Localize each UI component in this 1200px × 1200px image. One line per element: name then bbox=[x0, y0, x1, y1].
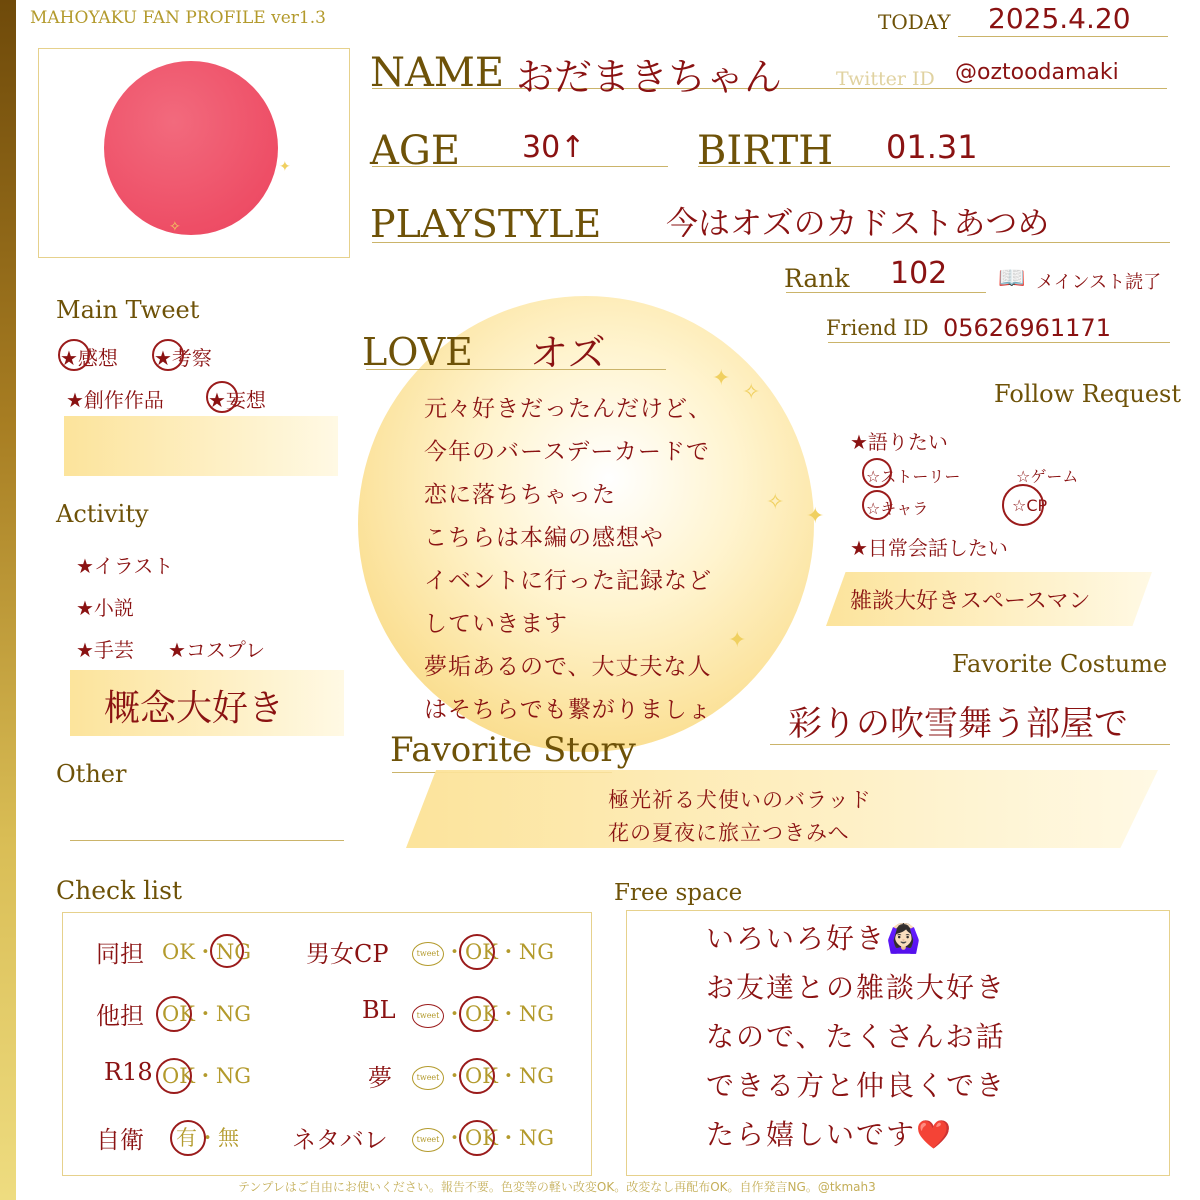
favorite-costume-label: Favorite Costume bbox=[952, 650, 1168, 678]
activity-item-illust: ★イラスト bbox=[76, 554, 174, 578]
today-field bbox=[958, 2, 1168, 37]
free-space-line: いろいろ好き🙆🏻‍♀️ bbox=[706, 922, 923, 955]
name-value: おだまきちゃん bbox=[516, 55, 783, 99]
activity-note: 概念大好き bbox=[104, 688, 285, 729]
checklist-jiei-options[interactable]: 有・無 bbox=[176, 1122, 239, 1152]
free-space-line: できる方と仲良くでき bbox=[706, 1069, 1007, 1102]
checklist-bl-label: BL bbox=[362, 996, 396, 1024]
rank-underline bbox=[786, 292, 986, 293]
follow-game: ☆ゲーム bbox=[1016, 467, 1079, 486]
rank-label: Rank bbox=[784, 264, 850, 293]
check-circle bbox=[459, 996, 495, 1032]
check-circle bbox=[206, 381, 238, 413]
love-line: 夢垢あるので、大丈夫な人 bbox=[424, 654, 712, 680]
tweet-icon: tweet bbox=[412, 1004, 444, 1028]
birth-underline bbox=[698, 166, 1170, 167]
sparkle-icon: ✦ bbox=[712, 366, 731, 391]
sidebar-gradient bbox=[0, 0, 16, 1200]
sparkle-icon: ✦ bbox=[806, 504, 825, 529]
today-value: 2025.4.20 bbox=[988, 2, 1131, 35]
follow-chara: ☆キャラ bbox=[866, 496, 928, 519]
main-tweet-item-sousaku: ★創作作品 bbox=[66, 388, 164, 412]
check-circle bbox=[459, 1120, 495, 1156]
follow-daily: ★日常会話したい bbox=[850, 536, 1008, 560]
checklist-tatan-options[interactable]: OK・NG bbox=[162, 998, 251, 1028]
free-space-text bbox=[706, 914, 1006, 1159]
checklist-tatan-label: 他担 bbox=[96, 1002, 144, 1030]
activity-item-craft: ★手芸 bbox=[76, 638, 134, 662]
check-circle bbox=[862, 490, 892, 520]
age-underline bbox=[372, 166, 668, 167]
checklist-danjo-label: 男女CP bbox=[306, 940, 389, 968]
age-label: AGE bbox=[370, 128, 461, 174]
birth-value: 01.31 bbox=[886, 128, 978, 166]
check-circle bbox=[156, 1058, 192, 1094]
main-tweet-band bbox=[64, 416, 338, 476]
playstyle-label: PLAYSTYLE bbox=[370, 202, 602, 246]
checklist-bl-options[interactable]: tweet ・ OK・NG bbox=[412, 998, 554, 1028]
rank-value: 102 bbox=[890, 256, 948, 291]
twitter-id[interactable]: @oztoodamaki bbox=[955, 60, 1119, 85]
favorite-story-label: Favorite Story bbox=[390, 730, 636, 770]
love-label: LOVE bbox=[362, 330, 473, 374]
twitter-label: Twitter ID bbox=[836, 68, 935, 90]
checklist-netabare-options[interactable]: tweet ・ OK・NG bbox=[412, 1122, 554, 1152]
love-text bbox=[424, 388, 712, 732]
checklist-netabare-label: ネタバレ bbox=[292, 1126, 388, 1154]
main-tweet-item-mousou: ★妄想 bbox=[208, 384, 266, 413]
favorite-costume-value: 彩りの吹雪舞う部屋で bbox=[788, 704, 1128, 744]
love-line: こちらは本編の感想や bbox=[424, 525, 664, 551]
follow-request-label: Follow Request bbox=[994, 380, 1182, 408]
love-value: オズ bbox=[530, 331, 606, 375]
free-space-label: Free space bbox=[614, 880, 743, 906]
avatar-frame bbox=[38, 48, 350, 258]
check-circle bbox=[1002, 484, 1044, 526]
love-line: 今年のバースデーカードで bbox=[424, 439, 710, 465]
check-circle bbox=[862, 458, 892, 488]
checklist-doutan-options[interactable]: OK・ NG bbox=[162, 936, 251, 966]
other-label: Other bbox=[56, 760, 127, 788]
check-circle bbox=[156, 996, 192, 1032]
love-line: はそちらでも繋がりましょ bbox=[424, 697, 712, 723]
check-circle bbox=[459, 1058, 495, 1094]
check-circle bbox=[459, 934, 495, 970]
check-circle bbox=[210, 934, 244, 968]
template-title: MAHOYAKU FAN PROFILE ver1.3 bbox=[30, 8, 326, 28]
check-circle bbox=[58, 339, 90, 371]
main-tweet-label: Main Tweet bbox=[56, 296, 200, 324]
sparkle-icon: ✦ bbox=[728, 628, 747, 653]
today-label: TODAY bbox=[878, 10, 951, 34]
other-underline bbox=[70, 840, 344, 841]
checklist-doutan-label: 同担 bbox=[96, 940, 144, 968]
free-space-line: お友達との雑談大好き bbox=[706, 971, 1007, 1004]
friend-id-label: Friend ID bbox=[826, 316, 929, 340]
friend-id-underline bbox=[828, 342, 1170, 343]
checklist-yume-options[interactable]: tweet ・ OK・NG bbox=[412, 1060, 554, 1090]
free-space-line: たら嬉しいです❤️ bbox=[706, 1118, 953, 1151]
main-tweet-item-kansou: ★感想 bbox=[60, 342, 118, 371]
love-line: 元々好きだったんだけど、 bbox=[424, 396, 712, 422]
playstyle-value: 今はオズのカドストあつめ bbox=[666, 204, 1050, 242]
main-tweet-item-kousatsu: ★考察 bbox=[154, 342, 212, 371]
birth-label: BIRTH bbox=[697, 128, 834, 174]
sparkle-icon: ✧ bbox=[742, 380, 761, 405]
activity-item-novel: ★小説 bbox=[76, 596, 134, 620]
love-line: イベントに行った記録など bbox=[424, 568, 712, 594]
tweet-icon: tweet bbox=[412, 942, 444, 966]
tweet-icon: tweet bbox=[412, 1066, 444, 1090]
love-line: していきます bbox=[424, 611, 568, 637]
sparkle-icon: ✧ bbox=[766, 490, 785, 515]
love-underline bbox=[366, 369, 666, 370]
check-circle bbox=[170, 1120, 206, 1156]
checklist-danjo-options[interactable]: tweet ・ OK・NG bbox=[412, 936, 554, 966]
sparkle-icon: ✦ bbox=[279, 159, 291, 175]
activity-item-cosplay: ★コスプレ bbox=[168, 638, 266, 662]
check-circle bbox=[152, 339, 184, 371]
follow-story: ☆ストーリー bbox=[866, 464, 960, 487]
age-value: 30↑ bbox=[522, 130, 586, 165]
checklist-r18-label: R18 bbox=[104, 1058, 153, 1086]
follow-talk: ★語りたい bbox=[850, 430, 948, 454]
follow-note: 雑談大好きスペースマン bbox=[850, 589, 1091, 614]
sparkle-icon: ✧ bbox=[169, 219, 181, 235]
favorite-story-text bbox=[608, 784, 872, 850]
favorite-story-line: 花の夏夜に旅立つきみへ bbox=[608, 821, 850, 845]
favorite-story-line: 極光祈る犬使いのバラッド bbox=[608, 788, 872, 812]
checklist-r18-options[interactable]: OK・NG bbox=[162, 1060, 251, 1090]
footer-note: テンプレはご自由にお使いください。報告不要。色変等の軽い改変OK。改変なし再配布OK。自作発言NG。@tkmah3 bbox=[238, 1180, 876, 1194]
love-line: 恋に落ちちゃった bbox=[424, 482, 616, 508]
checklist-yume-label: 夢 bbox=[368, 1064, 392, 1092]
tweet-icon: tweet bbox=[412, 1128, 444, 1152]
free-space-line: なので、たくさんお話 bbox=[706, 1020, 1006, 1053]
checklist-jiei-label: 自衛 bbox=[96, 1126, 144, 1154]
book-icon: 📖 bbox=[998, 266, 1026, 291]
checklist-label: Check list bbox=[56, 876, 182, 905]
name-label: NAME bbox=[370, 50, 505, 96]
follow-cp: ☆CP bbox=[1012, 496, 1047, 515]
avatar bbox=[104, 61, 278, 235]
rank-note: メインスト読了 bbox=[1036, 272, 1162, 293]
activity-label: Activity bbox=[56, 500, 149, 528]
friend-id-value: 05626961171 bbox=[943, 314, 1111, 342]
